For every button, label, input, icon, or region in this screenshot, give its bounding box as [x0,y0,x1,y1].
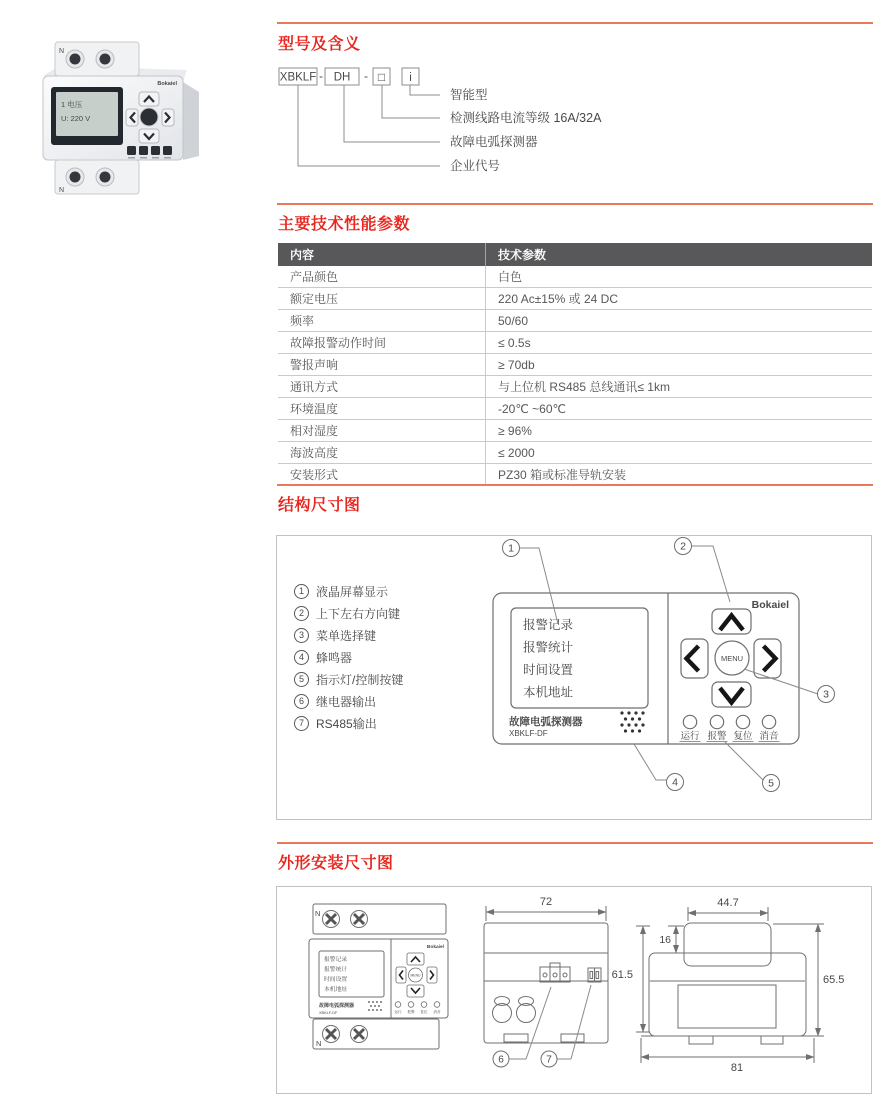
mini-menu-label: MENU [410,973,421,978]
code-box-company: XBKLF [279,71,317,84]
model-label-type: 故障电弧探测器 [450,135,538,149]
indicator-leds [683,715,775,728]
specs-table [278,243,872,486]
legend-item [294,694,403,708]
lcd-line: 时间设置 [523,663,574,677]
spec-value: 白色 [486,266,873,288]
column-header-content: 内容 [278,243,486,266]
spec-name: 相对湿度 [278,420,486,442]
legend-label: RS485输出 [316,716,377,731]
table-row [278,376,872,398]
column-header-params: 技术参数 [486,243,873,266]
svg-text:消音: 消音 [433,1010,441,1014]
dim-81 [641,1038,814,1063]
spec-name: 频率 [278,310,486,332]
section-divider [277,484,873,486]
spec-name: 产品颜色 [278,266,486,288]
lcd-line: 报警记录 [523,618,574,632]
structure-legend [294,584,403,738]
legend-item [294,716,403,730]
spec-value: 与上位机 RS485 总线通讯≤ 1km [486,376,873,398]
table-header-row [278,243,872,266]
spec-value: ≤ 0.5s [486,332,873,354]
spec-value: 220 Ac±15% 或 24 DC [486,288,873,310]
n-terminal-label: N [315,909,321,918]
legend-number: 1 [294,584,309,599]
svg-text:运行: 运行 [394,1010,402,1014]
code-box-current: □ [377,70,386,84]
mini-buzzer-dots [368,1001,382,1011]
dim-72 [486,906,606,921]
spec-value: -20℃ ~60℃ [486,398,873,420]
legend-number: 6 [294,694,309,709]
indicator-label: 消音 [759,731,779,742]
callout-number: 6 [498,1054,504,1066]
mini-indicator-labels [394,1009,441,1014]
menu-key-label: MENU [720,654,744,663]
legend-label: 菜单选择键 [316,628,377,643]
relay-connector [540,967,570,982]
mini-product-name: 故障电弧探测器 [319,1003,355,1009]
legend-item [294,628,403,642]
dim-65-5 [773,924,824,1036]
table-row [278,266,872,288]
section-title-structure: 结构尺寸图 [278,497,361,514]
din-clip [684,923,771,966]
legend-item [294,672,403,686]
spec-name: 故障报警动作时间 [278,332,486,354]
model-label-company: 企业代号 [450,159,501,173]
code-box-smart: i [409,72,412,84]
section-title-model: 型号及含义 [278,36,361,53]
terminal-n-label: N [59,187,65,194]
dim-61-5 [636,926,650,1032]
spec-value: ≥ 70db [486,354,873,376]
brand-label: Bokaiel [157,81,177,87]
callout-number: 2 [680,540,686,553]
table-row [278,310,872,332]
legend-number: 3 [294,628,309,643]
model-label-smart: 智能型 [450,88,488,102]
code-separator: - [364,71,368,83]
svg-text:时间设置: 时间设置 [324,977,348,983]
n-terminal-label: N [316,1039,322,1048]
model-label-current: 检测线路电流等级 16A/32A [450,111,602,125]
dim-44-7 [688,907,768,921]
terminal-n-label: N [59,48,65,55]
panel-model-code: XBKLF-DF [509,729,548,738]
mini-indicators [395,1002,440,1008]
table-row [278,420,872,442]
indicator-label: 报警 [707,731,727,742]
legend-number: 2 [294,606,309,621]
svg-text:报警统计: 报警统计 [324,967,348,973]
section-divider [277,22,873,24]
section-divider [277,203,873,205]
spec-name: 海波高度 [278,442,486,464]
structure-diagram-frame [276,535,872,820]
dim-top-width: 72 [539,896,553,908]
mini-lcd-menu [324,955,347,993]
indicator-label: 运行 [680,731,700,742]
legend-item [294,606,403,620]
product-photo [25,36,207,202]
legend-label: 液晶屏幕显示 [316,584,389,599]
legend-item [294,584,403,598]
indicator-label: 复位 [733,731,753,742]
spec-value: PZ30 箱或标准导轨安装 [486,464,873,486]
mini-model-code: XBKLF-DF [319,1011,338,1015]
spec-name: 警报声响 [278,354,486,376]
callout-number: 7 [546,1054,552,1066]
panel-brand: Bokaiel [751,599,789,611]
callout-lines [509,985,591,1059]
table-row [278,464,872,486]
spec-name: 额定电压 [278,288,486,310]
indicator-labels [680,730,779,742]
spec-value: 50/60 [486,310,873,332]
spec-value: ≥ 96% [486,420,873,442]
callout-number: 5 [768,777,774,790]
dim-base-width: 81 [730,1062,744,1074]
table-row [278,332,872,354]
table-row [278,288,872,310]
code-box-type: DH [333,71,351,84]
code-separator: - [319,71,323,83]
dim-total-height: 65.5 [823,974,845,986]
spec-value: ≤ 2000 [486,442,873,464]
legend-label: 指示灯/控制按键 [316,672,404,687]
side-view [484,896,650,1067]
outline-diagram-frame [276,886,872,1094]
callout-number: 4 [672,776,678,789]
legend-item [294,650,403,664]
section-title-specs: 主要技术性能参数 [278,216,411,233]
table-row [278,442,872,464]
table-row [278,354,872,376]
top-view [641,897,844,1074]
panel-product-name: 故障电弧探测器 [509,716,583,728]
table-row [278,398,872,420]
svg-text:本机地址: 本机地址 [324,987,348,993]
section-title-outline: 外形安装尺寸图 [278,855,394,872]
legend-label: 继电器输出 [316,694,377,709]
lcd-menu [523,617,574,700]
legend-label: 上下左右方向键 [316,606,401,621]
lcd-line: 本机地址 [523,685,574,700]
model-code-diagram [278,62,872,182]
callout-number: 1 [508,542,514,555]
lcd-text-line2: U: 220 V [61,114,91,123]
svg-text:复位: 复位 [420,1010,428,1014]
device-side-face [183,82,199,160]
svg-text:报警记录: 报警记录 [324,957,348,963]
lcd-text-line1: 1 电压 [61,100,83,109]
dim-clip-height: 16 [659,934,671,946]
lcd-line: 报警统计 [523,640,574,655]
buzzer-dots [620,711,644,732]
section-divider [277,842,873,844]
dim-clip-width: 44.7 [717,897,739,909]
legend-label: 蜂鸣器 [316,650,353,665]
legend-number: 7 [294,716,309,731]
spec-name: 环境温度 [278,398,486,420]
dim-side-height: 61.5 [611,969,633,981]
svg-text:报警: 报警 [407,1010,415,1014]
dimension-drawings [277,887,871,1093]
legend-number: 4 [294,650,309,665]
front-view [309,904,448,1049]
spec-name: 安装形式 [278,464,486,486]
spec-name: 通讯方式 [278,376,486,398]
legend-number: 5 [294,672,309,687]
mini-brand: Bokaiel [426,945,444,950]
callout-number: 3 [823,688,829,701]
